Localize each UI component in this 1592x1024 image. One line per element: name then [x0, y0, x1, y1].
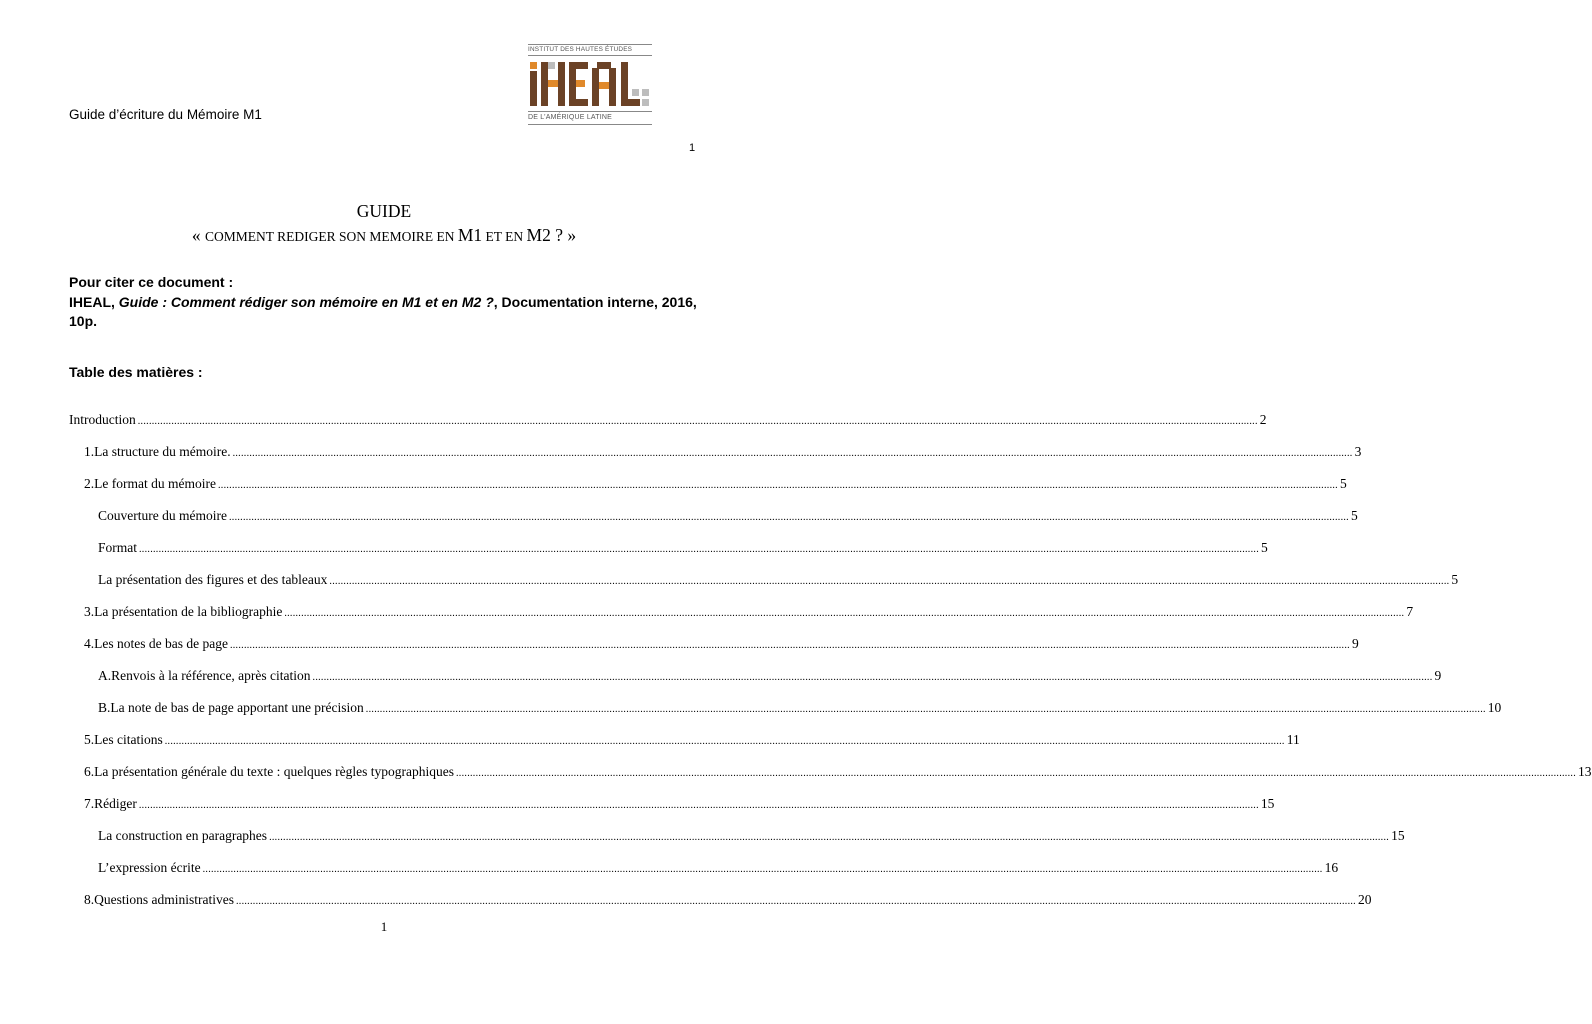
logo-rule-top [528, 44, 652, 45]
toc-entry-label: La présentation des figures et des tableaux [98, 572, 328, 587]
toc-dot-leader: ................................................................................................................................................................................................................................................................................................................................................................................................................ [329, 576, 1450, 587]
toc-entry[interactable] [84, 732, 1300, 752]
logo-wordmark [528, 58, 652, 110]
toc-entry[interactable] [98, 668, 1442, 688]
toc-dot-leader: ................................................................................................................................................................................................................................................................................................................................................................................................................ [228, 512, 1349, 523]
iheal-logo [528, 44, 652, 126]
toc-entry[interactable] [84, 604, 1414, 624]
toc-dot-leader: ................................................................................................................................................................................................................................................................................................................................................................................................................ [138, 800, 1259, 811]
toc-entry-label: Rédiger [94, 796, 137, 811]
logo-bottom-text: DE L’AMÉRIQUE LATINE [528, 114, 613, 121]
toc-dot-leader: ................................................................................................................................................................................................................................................................................................................................................................................................................ [217, 480, 1338, 491]
toc-entry-number: 6. [84, 764, 95, 779]
toc-entry-label: Questions administratives [94, 892, 234, 907]
toc-entry[interactable] [98, 860, 1339, 880]
toc-entry[interactable] [98, 508, 1358, 528]
toc-entry-page: 10 [1487, 700, 1502, 715]
toc-dot-leader: ................................................................................................................................................................................................................................................................................................................................................................................................................ [284, 608, 1405, 619]
logo-rule-lower [528, 111, 652, 112]
toc-heading: Table des matières : [69, 364, 203, 380]
toc-entry-page: 9 [1434, 668, 1442, 683]
toc-entry-label: Les citations [94, 732, 163, 747]
toc-entry-page: 20 [1357, 892, 1372, 907]
toc-dot-leader: ................................................................................................................................................................................................................................................................................................................................................................................................................ [232, 448, 1353, 459]
toc-entry[interactable] [84, 476, 1347, 496]
toc-entry[interactable] [98, 540, 1268, 560]
document-header-label: Guide d’écriture du Mémoire M1 [69, 107, 262, 122]
toc-entry-page: 11 [1286, 732, 1300, 747]
toc-entry-label: Format [98, 540, 137, 555]
toc-entry-page: 5 [1339, 476, 1347, 491]
toc-entry[interactable] [84, 444, 1362, 464]
toc-dot-leader: ................................................................................................................................................................................................................................................................................................................................................................................................................ [269, 832, 1390, 843]
toc-entry-page: 5 [1350, 508, 1358, 523]
toc-entry-label: Introduction [69, 412, 136, 427]
toc-entry-page: 13 [1578, 764, 1592, 779]
toc-entry[interactable] [84, 636, 1359, 656]
toc-entry[interactable] [98, 828, 1405, 848]
toc-entry-page: 2 [1259, 412, 1267, 427]
toc-entry-number: B. [98, 700, 111, 715]
toc-entry-page: 5 [1261, 540, 1268, 555]
toc-entry-page: 5 [1451, 572, 1459, 587]
citation-text: IHEAL, Guide : Comment rédiger son mémoire en M1 et en M2 ?, Documentation interne, 2016, 10p. [69, 293, 697, 329]
toc-entry-page: 9 [1351, 636, 1359, 651]
logo-top-text: INSTITUT DES HAUTES ÉTUDES [528, 46, 633, 53]
toc-entry-number: 2. [84, 476, 95, 491]
toc-entry-label: La note de bas de page apportant une précision [110, 700, 364, 715]
toc-entry-label: Renvois à la référence, après citation [111, 668, 311, 683]
toc-dot-leader: ................................................................................................................................................................................................................................................................................................................................................................................................................ [456, 768, 1576, 779]
toc-entry-page: 7 [1406, 604, 1414, 619]
toc-entry[interactable] [84, 796, 1275, 816]
toc-dot-leader: ................................................................................................................................................................................................................................................................................................................................................................................................................ [365, 704, 1486, 715]
toc-entry[interactable] [98, 572, 1459, 592]
toc-entry-label: L’expression écrite [98, 860, 201, 875]
toc-entry-label: Couverture du mémoire [98, 508, 227, 523]
toc-entry-page: 16 [1324, 860, 1339, 875]
title-guide: GUIDE [356, 201, 412, 221]
logo-rule-bottom [528, 124, 652, 125]
toc-entry-page: 3 [1354, 444, 1362, 459]
citation-heading: Pour citer ce document : [69, 274, 234, 290]
toc-entry-label: La présentation générale du texte : quelques règles typographiques [94, 764, 454, 779]
toc-entry-label: La structure du mémoire. [94, 444, 231, 459]
footer-page-number: 1 [380, 919, 388, 934]
toc-entry-number: 7. [84, 796, 95, 811]
title-line-1 [0, 201, 768, 222]
toc-dot-leader: ................................................................................................................................................................................................................................................................................................................................................................................................................ [137, 416, 1258, 427]
toc-entry[interactable] [84, 892, 1372, 912]
toc-entry[interactable] [69, 412, 1267, 432]
toc-entry-number: A. [98, 668, 112, 683]
logo-rule-mid [528, 55, 652, 56]
toc-entry-number: 3. [84, 604, 95, 619]
toc-entry-page: 15 [1260, 796, 1275, 811]
toc-entry-number: 5. [84, 732, 95, 747]
citation-title: Guide : Comment rédiger son mémoire en M1 et en M2 ? [118, 293, 494, 310]
toc-entry-label: La construction en paragraphes [98, 828, 268, 843]
toc-dot-leader: ................................................................................................................................................................................................................................................................................................................................................................................................................ [202, 864, 1323, 875]
header-page-number: 1 [689, 142, 696, 154]
toc-dot-leader: ................................................................................................................................................................................................................................................................................................................................................................................................................ [164, 736, 1285, 747]
toc-entry[interactable] [98, 700, 1502, 720]
toc-entry-number: 8. [84, 892, 95, 907]
toc-entry-number: 1. [84, 444, 95, 459]
toc-dot-leader: ................................................................................................................................................................................................................................................................................................................................................................................................................ [312, 672, 1433, 683]
toc-entry-label: La présentation de la bibliographie [94, 604, 283, 619]
citation-block [69, 273, 709, 332]
title-line-2: « COMMENT REDIGER SON MEMOIRE EN M1 ET EN M2 ? » [191, 225, 577, 245]
toc-dot-leader: ................................................................................................................................................................................................................................................................................................................................................................................................................ [235, 896, 1356, 907]
toc-dot-leader: ................................................................................................................................................................................................................................................................................................................................................................................................................ [229, 640, 1350, 651]
toc-entry-page: 15 [1391, 828, 1405, 843]
toc-entry-number: 4. [84, 636, 95, 651]
toc-entry[interactable] [84, 764, 1592, 784]
toc-entry-label: Les notes de bas de page [94, 636, 228, 651]
toc-dot-leader: ................................................................................................................................................................................................................................................................................................................................................................................................................ [139, 544, 1259, 555]
toc-entry-label: Le format du mémoire [94, 476, 216, 491]
title-phrase: COMMENT REDIGER SON MEMOIRE EN [204, 229, 458, 244]
